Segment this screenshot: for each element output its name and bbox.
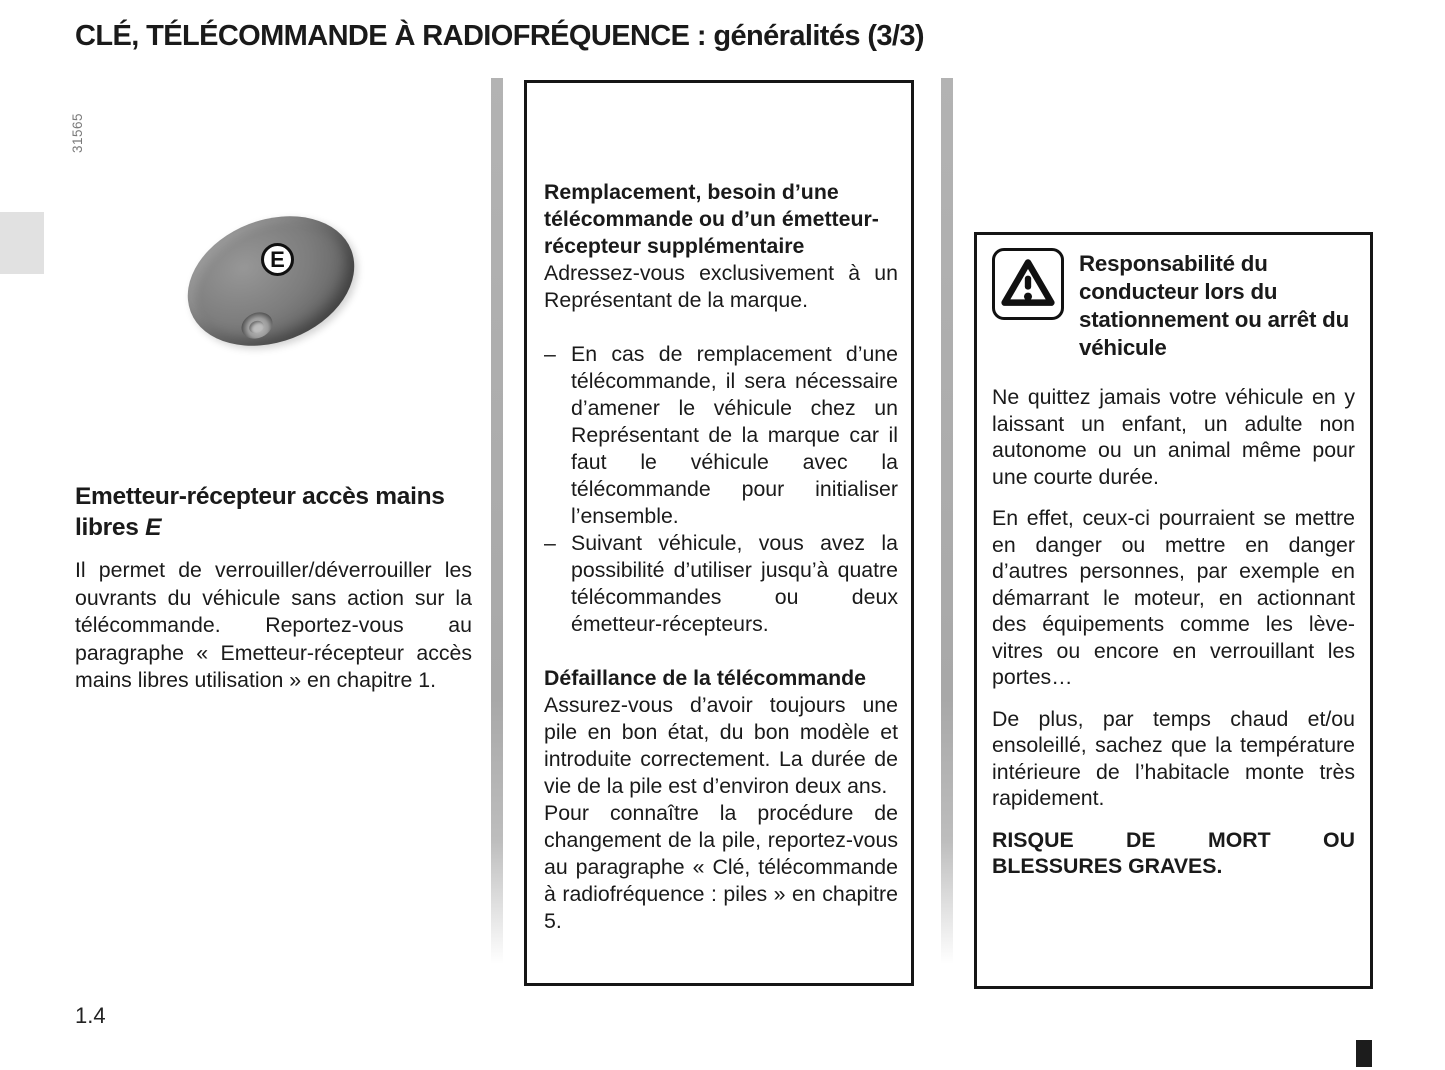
replacement-bullet-list (544, 341, 898, 638)
warning-para-3: De plus, par temps chaud et/ou ensoleillé, sachez que la température intérieure de l’habitacle monte très rapidement. (992, 706, 1355, 810)
warning-triangle-icon (992, 248, 1064, 320)
bullet-item: – En cas de remplacement d’une télécommande, il sera nécessaire d’amener le véhicule chez un Représentant de la marque car il faut le véhicule avec la télécommande pour initialiser l’ensemble. (544, 341, 898, 530)
risk-statement (992, 827, 1355, 880)
warning-heading: Responsabilité du conducteur lors du stationnement ou arrêt du véhicule (1079, 251, 1350, 360)
bullet-item: – Suivant véhicule, vous avez la possibilité d’utiliser jusqu’à quatre télécommandes ou deux émetteur-récepteurs. (544, 530, 898, 638)
risk-statement-line-1: RISQUE DE MORT OU (992, 827, 1355, 852)
page-title: CLÉ, TÉLÉCOMMANDE À RADIOFRÉQUENCE : généralités (3/3) (75, 20, 924, 52)
page-number: 1.4 (75, 1003, 106, 1028)
replacement-info-box (524, 80, 914, 986)
failure-para-2: Pour connaître la procédure de changement de la pile, reportez-vous au paragraphe « Clé, télécommande à radiofréquence : piles » en chapitre 5. (544, 801, 898, 933)
chapter-edge-tab (0, 212, 44, 274)
replacement-heading: Remplacement, besoin d’une télécommande ou d’un émetteur-récepteur supplémentaire (544, 180, 879, 258)
replacement-intro: Adressez-vous exclusivement à un Représentant de la marque. (544, 261, 898, 312)
failure-heading: Défaillance de la télécommande (544, 666, 866, 690)
photo-reference-number: 31565 (70, 112, 85, 153)
callout-label-e: E (261, 243, 294, 276)
separator-bar-left (491, 78, 503, 964)
failure-para-1: Assurez-vous d’avoir toujours une pile en bon état, du bon modèle et introduite correctement. La durée de vie de la pile est d’environ deux ans. (544, 693, 898, 798)
driver-responsibility-warning-box (974, 232, 1373, 989)
separator-bar-right (941, 78, 953, 964)
section-heading-text: Emetteur-récepteur accès mains libres (75, 483, 445, 541)
section-body-hands-free: Il permet de verrouiller/déverrouiller les ouvrants du véhicule sans action sur la télécommande. Reportez-vous au paragraphe « Emetteur-récepteur accès mains libres utilisation » en chapitre 1. (75, 558, 472, 692)
section-heading-ref-letter: E (145, 514, 162, 541)
warning-para-1: Ne quittez jamais votre véhicule en y laissant un enfant, un adulte non autonome ou un animal même pour une courte durée. (992, 385, 1355, 489)
end-of-section-mark (1356, 1040, 1372, 1067)
section-heading-hands-free (75, 481, 447, 543)
warning-header (992, 248, 1355, 362)
key-fob-body (169, 193, 373, 369)
key-fob-illustration (165, 185, 395, 385)
warning-para-2: En effet, ceux-ci pourraient se mettre en danger ou mettre en danger d’autres personnes, par exemple en démarrant le moteur, en actionnant des équipements comme les lève-vitres ou encore en verrouillant les portes… (992, 506, 1355, 689)
risk-statement-line-2: BLESSURES GRAVES. (992, 854, 1223, 878)
